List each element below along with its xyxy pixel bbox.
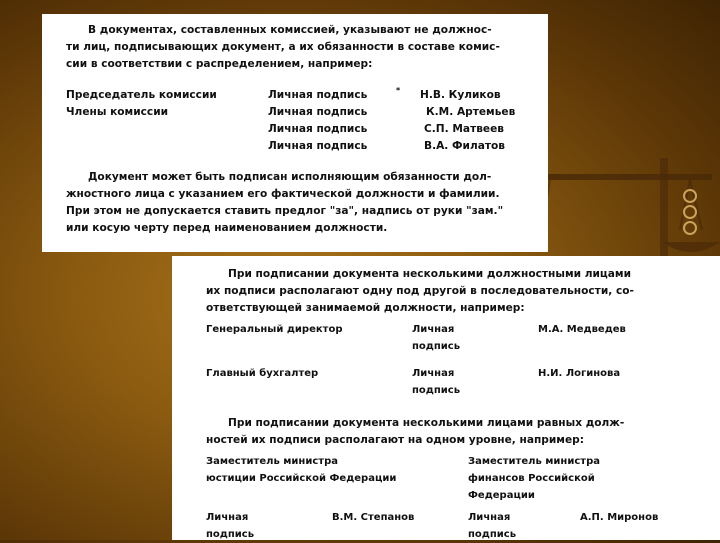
signature-label: Личная [206,512,249,523]
role-label: Заместитель министра [206,456,338,467]
signature-label: Личная подпись [268,140,368,152]
outro-line: жностного лица с указанием его фактической должности и фамилии. [66,188,500,200]
role-label: Председатель комиссии [66,89,217,101]
equal-signatures [206,453,710,543]
role-label: Члены комиссии [66,106,169,118]
intro-line: сии в соответствии с распределением, например: [66,58,373,70]
signature-label: Личная [412,368,455,379]
para1-line: ответствующей занимаемой должности, например: [206,302,525,314]
role-label: Федерации [468,490,535,501]
signature-label: Личная подпись [268,106,368,118]
signature-row [66,121,534,138]
para2-line: При подписании документа несколькими лицами равных долж- [228,417,625,429]
signature-label: Личная [468,512,511,523]
role-label: юстиции Российской Федерации [206,473,397,484]
signature-row [66,87,534,104]
role-label: Генеральный директор [206,324,343,335]
para2-line: ностей их подписи располагают на одном уровне, например: [206,434,584,446]
signature-label: подпись [412,385,461,396]
intro-line: ти лиц, подписывающих документ, а их обязанности в составе комис- [66,41,500,53]
signer-name: К.М. Артемьев [426,106,516,118]
role-label: Заместитель министра [468,456,600,467]
signer-name: Н.И. Логинова [538,368,621,379]
commission-signatures-card [42,14,548,252]
signature-row [66,138,534,155]
multiple-signers-card [172,256,720,540]
signer-name: Н.В. Куликов [420,89,501,101]
signer-name: С.П. Матвеев [424,123,504,135]
signature-label: подпись [412,341,461,352]
outro-paragraph [66,169,534,237]
signer-name: В.А. Филатов [424,140,505,152]
role-label: Главный бухгалтер [206,368,319,379]
signer-name: В.М. Степанов [332,512,415,523]
signature-label: Личная подпись [268,123,368,135]
signature-row [66,104,534,121]
para1-line: При подписании документа несколькими должностными лицами [228,268,631,280]
signature-label: подпись [206,529,255,540]
signer-name: А.П. Миронов [580,512,659,523]
asterisk-mark: * [396,86,401,95]
intro-line: В документах, составленных комиссией, указывают не должнос- [88,24,492,36]
signer-name: М.А. Медведев [538,324,626,335]
para1-line: их подписи располагают одну под другой в последовательности, со- [206,285,634,297]
hierarchical-signatures [206,321,710,415]
role-label: финансов Российской [468,473,595,484]
outro-line: Документ может быть подписан исполняющим обязанности дол- [88,171,492,183]
commission-signature-table [66,87,534,155]
outro-line: При этом не допускается ставить предлог "за", надпись от руки "зам." [66,205,504,217]
signature-label: Личная подпись [268,89,368,101]
outro-line: или косую черту перед наименованием должности. [66,222,388,234]
signature-label: подпись [468,529,517,540]
signature-label: Личная [412,324,455,335]
